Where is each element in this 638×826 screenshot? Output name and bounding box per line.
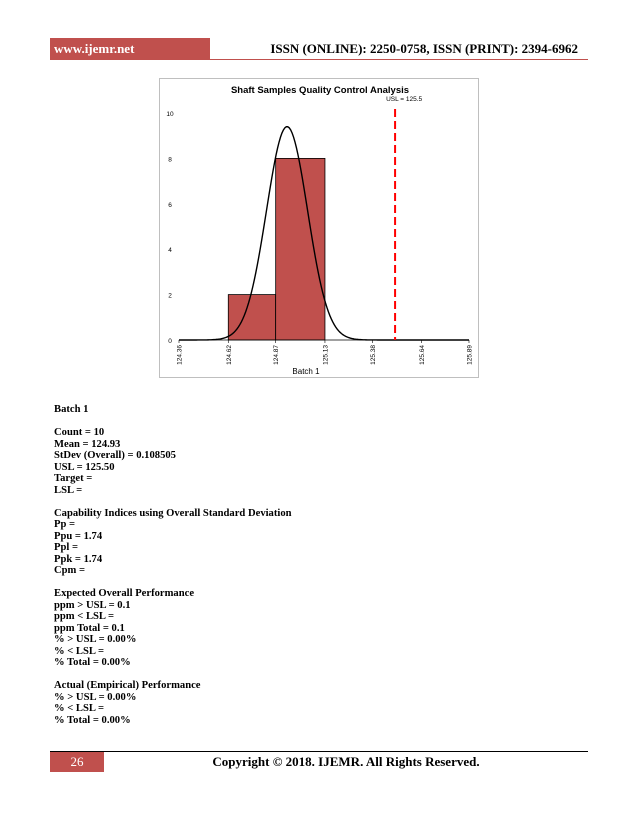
blank-line: [54, 416, 574, 428]
chart-title: Shaft Samples Quality Control Analysis: [230, 85, 410, 96]
y-tick-label: 10: [166, 111, 174, 118]
stat-line: Ppl =: [54, 542, 78, 553]
y-tick-label: 8: [168, 156, 172, 164]
stat-line: % < LSL =: [54, 645, 105, 657]
stat-line: Expected Overall Performance: [54, 588, 195, 599]
copyright-notice: Copyright © 2018. IJEMR. All Rights Reserved.: [212, 754, 480, 769]
histogram-chart: [159, 78, 479, 378]
stat-line: Target =: [54, 473, 93, 484]
x-tick-label: 125.64: [419, 345, 427, 365]
stat-line: % < LSL =: [54, 703, 105, 714]
journal-website: www.ijemr.net: [50, 38, 210, 59]
stat-line: Mean = 124.93: [54, 438, 121, 450]
stat-line: Ppk = 1.74: [54, 553, 103, 565]
histogram-bar: [276, 158, 325, 340]
stat-line: % > USL = 0.00%: [54, 634, 137, 645]
stat-line: Actual (Empirical) Performance: [54, 680, 201, 691]
blank-line: [54, 496, 574, 508]
stat-line: Ppu = 1.74: [54, 530, 103, 542]
x-tick-label: 125.13: [322, 345, 330, 365]
blank-line: [54, 669, 574, 681]
stat-line: % > USL = 0.00%: [54, 691, 137, 703]
stat-line: LSL =: [54, 484, 83, 496]
x-tick-label: 124.36: [176, 345, 184, 365]
page-number: 26: [50, 752, 104, 772]
issn-label: ISSN (ONLINE): 2250-0758, ISSN (PRINT): 2394-6962: [270, 41, 578, 56]
stat-line: ppm Total = 0.1: [54, 622, 125, 634]
stat-line: USL = 125.50: [54, 461, 115, 473]
stat-line: StDev (Overall) = 0.108505: [54, 450, 176, 461]
y-tick-label: 4: [168, 247, 172, 255]
stat-line: Pp =: [54, 519, 76, 530]
y-tick-label: 6: [168, 201, 172, 209]
x-tick-label: 124.62: [225, 345, 233, 365]
stat-line: ppm < LSL =: [54, 611, 115, 622]
x-tick-label: 125.89: [466, 345, 474, 365]
header-divider: [50, 59, 588, 60]
stat-line: Batch 1: [54, 404, 89, 415]
x-tick-label: 124.87: [273, 345, 281, 365]
histogram-bar: [228, 295, 275, 340]
y-tick-label: 0: [168, 338, 172, 345]
stat-line: Count = 10: [54, 427, 105, 438]
stat-line: ppm > USL = 0.1: [54, 599, 131, 611]
x-tick-label: 125.38: [369, 345, 377, 365]
y-tick-label: 2: [168, 292, 172, 300]
stat-line: % Total = 0.00%: [54, 714, 131, 726]
histogram-svg: [160, 79, 480, 379]
usl-label: USL = 125.5: [386, 96, 423, 103]
stat-line: Capability Indices using Overall Standard Deviation: [54, 507, 292, 519]
x-axis-label: Batch 1: [292, 367, 320, 376]
blank-line: [54, 577, 574, 589]
stat-line: Cpm =: [54, 565, 86, 576]
stat-line: % Total = 0.00%: [54, 657, 131, 668]
capability-stats: [54, 404, 574, 726]
